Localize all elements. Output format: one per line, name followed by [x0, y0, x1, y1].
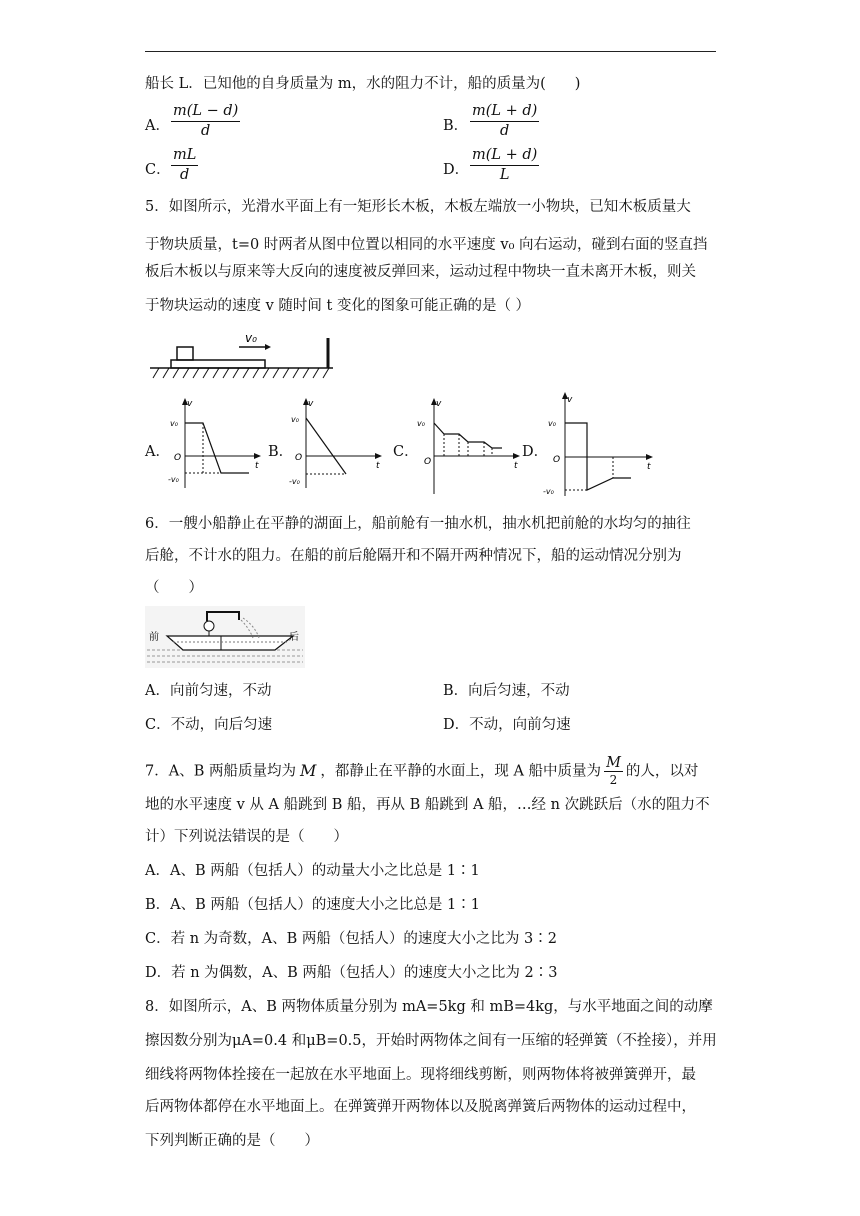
graph-a-t-label: t: [255, 461, 259, 471]
q7-line-1: [145, 755, 698, 788]
q6-line-1: 6．一艘小船静止在平静的湖面上，船前舱有一抽水机，抽水机把前舱的水均匀的抽往: [145, 516, 691, 532]
graph-c-v-label: v: [436, 399, 442, 409]
q4-option-d-numerator: m(L + d): [470, 146, 539, 166]
q7-line-1-part-c: 的人，以对: [625, 763, 699, 780]
q5-graph-d-label: D．: [522, 444, 549, 460]
q4-option-d-denominator: L: [499, 167, 510, 183]
q5-line-4: 于物块运动的速度 v 随时间 t 变化的图象可能正确的是（ ）: [145, 298, 531, 314]
q6-figure-front-label: 前: [149, 632, 159, 643]
q7-fraction-den: 2: [609, 773, 618, 787]
graph-b-v0-label: v₀: [291, 415, 299, 424]
graph-d-v-label: v: [567, 395, 573, 405]
q4-option-b-denominator: d: [500, 123, 510, 139]
q6-line-2: 后舱，不计水的阻力。在船的前后舱隔开和不隔开两种情况下，船的运动情况分别为: [145, 548, 682, 564]
graph-d-negv0-label: -v₀: [543, 487, 554, 496]
graph-d-v0-label: v₀: [548, 419, 556, 428]
q6-option-b: B．向后匀速，不动: [443, 683, 570, 699]
q5-line-2: 于物块质量，t=0 时两者从图中位置以相同的水平速度 v₀ 向右运动，碰到右面的竖直挡: [145, 237, 708, 253]
q5-graph-b: [286, 396, 386, 491]
q5-line-1: 5．如图所示，光滑水平面上有一矩形长木板，木板左端放一小物块，已知木板质量大: [145, 199, 691, 215]
graph-d-t-label: t: [647, 462, 651, 472]
q7-fraction: [604, 755, 623, 788]
graph-a-origin-label: O: [174, 453, 182, 463]
q5-graph-a: [165, 396, 265, 491]
q4-option-b-numerator: m(L + d): [470, 102, 539, 122]
q5-graph-c: [412, 396, 527, 496]
q7-fraction-num: M: [606, 755, 621, 771]
graph-b-t-label: t: [376, 461, 380, 471]
q8-line-5: 下列判断正确的是（ ）: [145, 1133, 319, 1149]
q4-option-c-numerator: mL: [171, 146, 198, 166]
q5-graph-c-label: C．: [393, 444, 419, 460]
q4-option-a-label: A．: [145, 118, 170, 134]
q7-line-2: 地的水平速度 v 从 A 船跳到 B 船，再从 B 船跳到 A 船，…经 n 次跳跃后（水的阻力不: [145, 797, 710, 813]
q8-line-4: 后两物体都停在水平地面上。在弹簧弹开两物体以及脱离弹簧后两物体的运动过程中，: [145, 1099, 696, 1115]
q6-line-3: （ ）: [145, 580, 203, 596]
q6-option-d: D．不动，向前匀速: [443, 717, 571, 733]
q7-option-c: C．若 n 为奇数，A、B 两船（包括人）的速度大小之比为 3∶2: [145, 931, 557, 947]
q4-stem-tail: 船长 L．已知他的自身质量为 m，水的阻力不计，船的质量为( ): [145, 76, 581, 92]
header-rule: [145, 51, 716, 52]
graph-b-negv0-label: -v₀: [289, 477, 300, 486]
q4-option-c-fraction: [171, 146, 198, 185]
q6-option-c: C．不动，向后匀速: [145, 717, 273, 733]
q4-option-b-fraction: [470, 102, 539, 141]
q7-option-b: B．A、B 两船（包括人）的速度大小之比总是 1∶1: [145, 897, 480, 913]
q4-option-c-label: C．: [145, 162, 171, 178]
q6-figure-back-label: 后: [289, 632, 299, 643]
graph-a-v0-label: v₀: [170, 419, 178, 428]
q7-mass-symbol: M: [299, 760, 317, 780]
q5-graph-d: [541, 390, 661, 500]
q4-option-c-denominator: d: [180, 167, 190, 183]
q6-option-a: A．向前匀速，不动: [145, 683, 272, 699]
q4-option-a-fraction: [171, 102, 240, 141]
q8-line-2: 擦因数分别为μA=0.4 和μB=0.5，开始时两物体之间有一压缩的轻弹簧（不拴接），并用: [145, 1033, 717, 1049]
q4-option-b-label: B．: [443, 118, 469, 134]
q7-option-a: A．A、B 两船（包括人）的动量大小之比总是 1∶1: [145, 863, 480, 879]
graph-b-v-label: v: [308, 399, 314, 409]
q7-line-1-part-b: ，都静止在平静的水面上，现 A 船中质量为: [320, 763, 602, 780]
q4-option-d-fraction: [470, 146, 539, 185]
q4-option-a-denominator: d: [201, 123, 211, 139]
q7-line-1-part-a: 7．A、B 两船质量均为: [145, 763, 296, 780]
q8-line-3: 细线将两物体拴接在一起放在水平地面上。现将细线剪断，则两物体将被弹簧弹开，最: [145, 1067, 696, 1083]
q7-option-d: D．若 n 为偶数，A、B 两船（包括人）的速度大小之比为 2∶3: [145, 965, 558, 981]
q5-graph-a-label: A．: [145, 444, 170, 460]
q5-graph-b-label: B．: [268, 444, 294, 460]
q5-figure-v0-label: v₀: [245, 331, 257, 345]
q6-boat-figure: [145, 606, 305, 668]
graph-b-origin-label: O: [295, 453, 303, 463]
graph-c-t-label: t: [514, 461, 518, 471]
graph-d-origin-label: O: [553, 455, 561, 465]
q4-option-d-label: D．: [443, 162, 470, 178]
graph-a-v-label: v: [187, 399, 193, 409]
graph-c-v0-label: v₀: [417, 419, 425, 428]
graph-a-negv0-label: -v₀: [168, 475, 179, 484]
q8-line-1: 8．如图所示，A、B 两物体质量分别为 mA=5kg 和 mB=4kg，与水平地面之间的动摩: [145, 999, 713, 1015]
q5-line-3: 板后木板以与原来等大反向的速度被反弹回来，运动过程中物块一直未离开木板，则关: [145, 264, 696, 280]
q7-line-3: 计）下列说法错误的是（ ）: [145, 829, 348, 845]
q4-option-a-numerator: m(L − d): [171, 102, 240, 122]
graph-c-origin-label: O: [424, 457, 432, 467]
q5-board-figure: [145, 330, 345, 380]
